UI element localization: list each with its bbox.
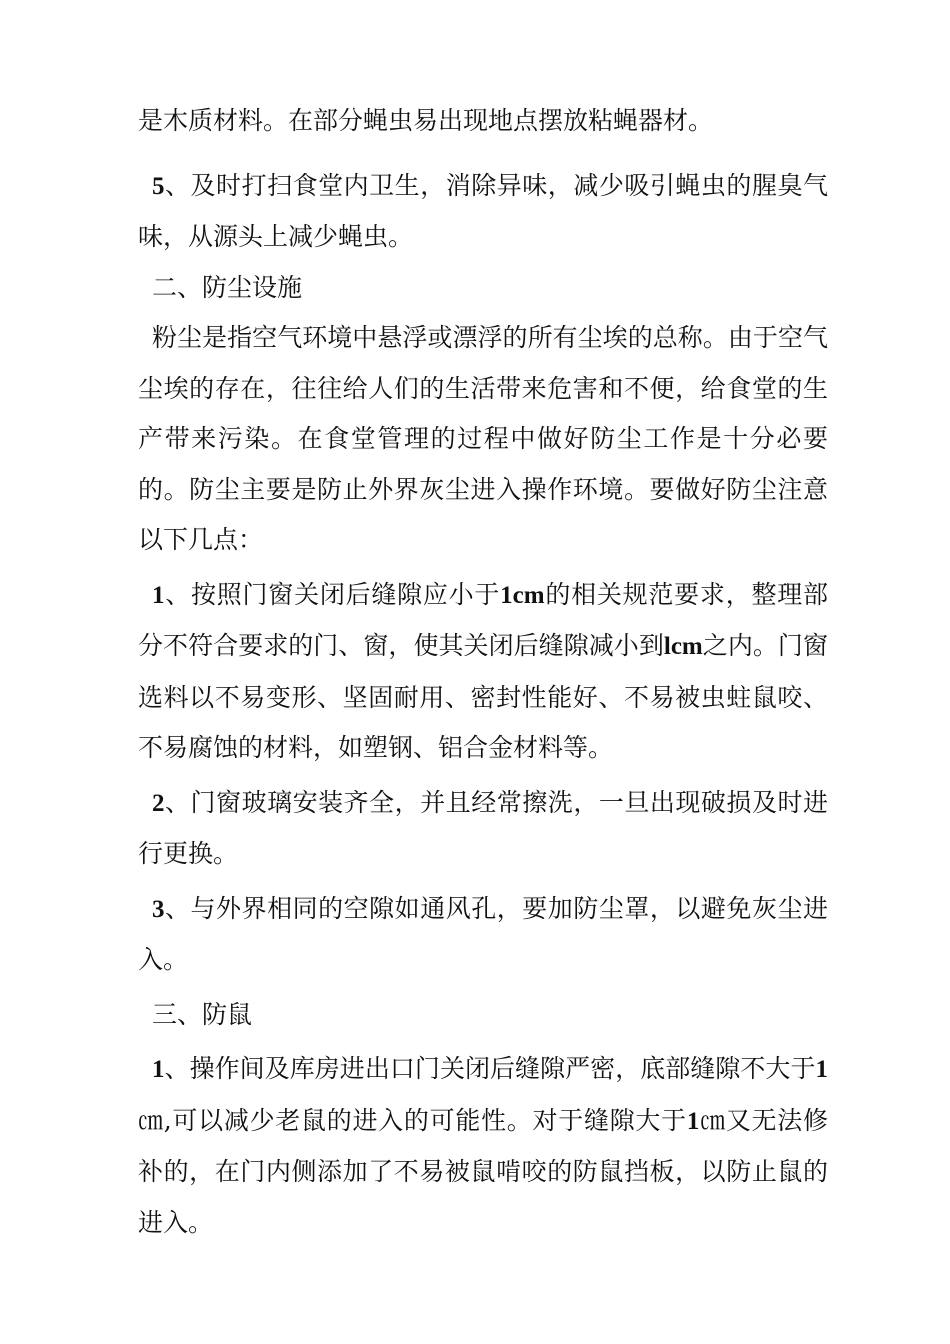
paragraph-text: 、按照门窗关闭后缝隙应小于 <box>164 579 501 609</box>
measure-value: 1 <box>815 1056 828 1083</box>
paragraph-text: 、门窗玻璃安装齐全，并且经常擦洗，一旦出现破损及时进行更换。 <box>138 787 828 868</box>
paragraph-dust-intro <box>138 313 828 566</box>
measure-value: 1 <box>686 1107 700 1135</box>
item-number: 2 <box>152 789 165 817</box>
item-number: 5 <box>152 172 165 200</box>
paragraph-item-2-dust <box>138 778 828 880</box>
heading-text: 二、防尘设施 <box>152 272 303 302</box>
paragraph-continuation <box>138 96 828 147</box>
measure-value: 1cm <box>500 581 545 609</box>
paragraph-text: 是木质材料。在部分蝇虫易出现地点摆放粘蝇器材。 <box>138 106 714 135</box>
paragraph-text: ㎝又无法修补的，在门内侧添加了不易被鼠啃咬的防鼠挡板，以防止鼠的进入。 <box>138 1105 828 1237</box>
document-body <box>138 96 828 1248</box>
section-heading-rodentproof <box>138 990 828 1041</box>
measure-value: lcm <box>663 633 703 660</box>
paragraph-text: 、及时打扫食堂内卫生，消除异味，减少吸引蝇虫的腥臭气味，从源头上减少蝇虫。 <box>138 170 828 251</box>
section-heading-dustproof <box>138 263 828 314</box>
paragraph-text: ㎝,可以减少老鼠的进入的可能性。对于缝隙大于 <box>138 1105 687 1135</box>
paragraph-text: 之内。门窗选料以不易变形、坚固耐用、密封性能好、不易被虫蛀鼠咬、不易腐蚀的材料，如塑钢、铝合金材料等。 <box>138 631 828 762</box>
paragraph-text: 、操作间及库房进出口门关闭后缝隙严密，底部缝隙不大于 <box>164 1054 816 1083</box>
paragraph-item-5 <box>138 161 828 263</box>
paragraph-text: 的相关规范要求，整理部分不符合要求的门、窗，使其关闭后缝隙减小到 <box>138 579 828 660</box>
paragraph-text: 粉尘是指空气环境中悬浮或漂浮的所有尘埃的总称。由于空气尘埃的存在，往往给人们的生活带来危害和不便，给食堂的生产带来污染。在食堂管理的过程中做好防尘工作是十分必要的。防尘主要是防止外界灰尘进入操作环境。要做好防尘注意以下几点： <box>138 323 828 554</box>
paragraph-item-1-dust <box>138 570 828 774</box>
item-number: 3 <box>152 895 165 923</box>
paragraph-text: 、与外界相同的空隙如通风孔，要加防尘罩，以避免灰尘进入。 <box>138 893 828 974</box>
item-number: 1 <box>152 581 165 609</box>
paragraph-item-1-rodent <box>138 1044 828 1248</box>
item-number: 1 <box>152 1056 165 1083</box>
heading-text: 三、防鼠 <box>152 999 253 1029</box>
paragraph-item-3-dust <box>138 884 828 986</box>
